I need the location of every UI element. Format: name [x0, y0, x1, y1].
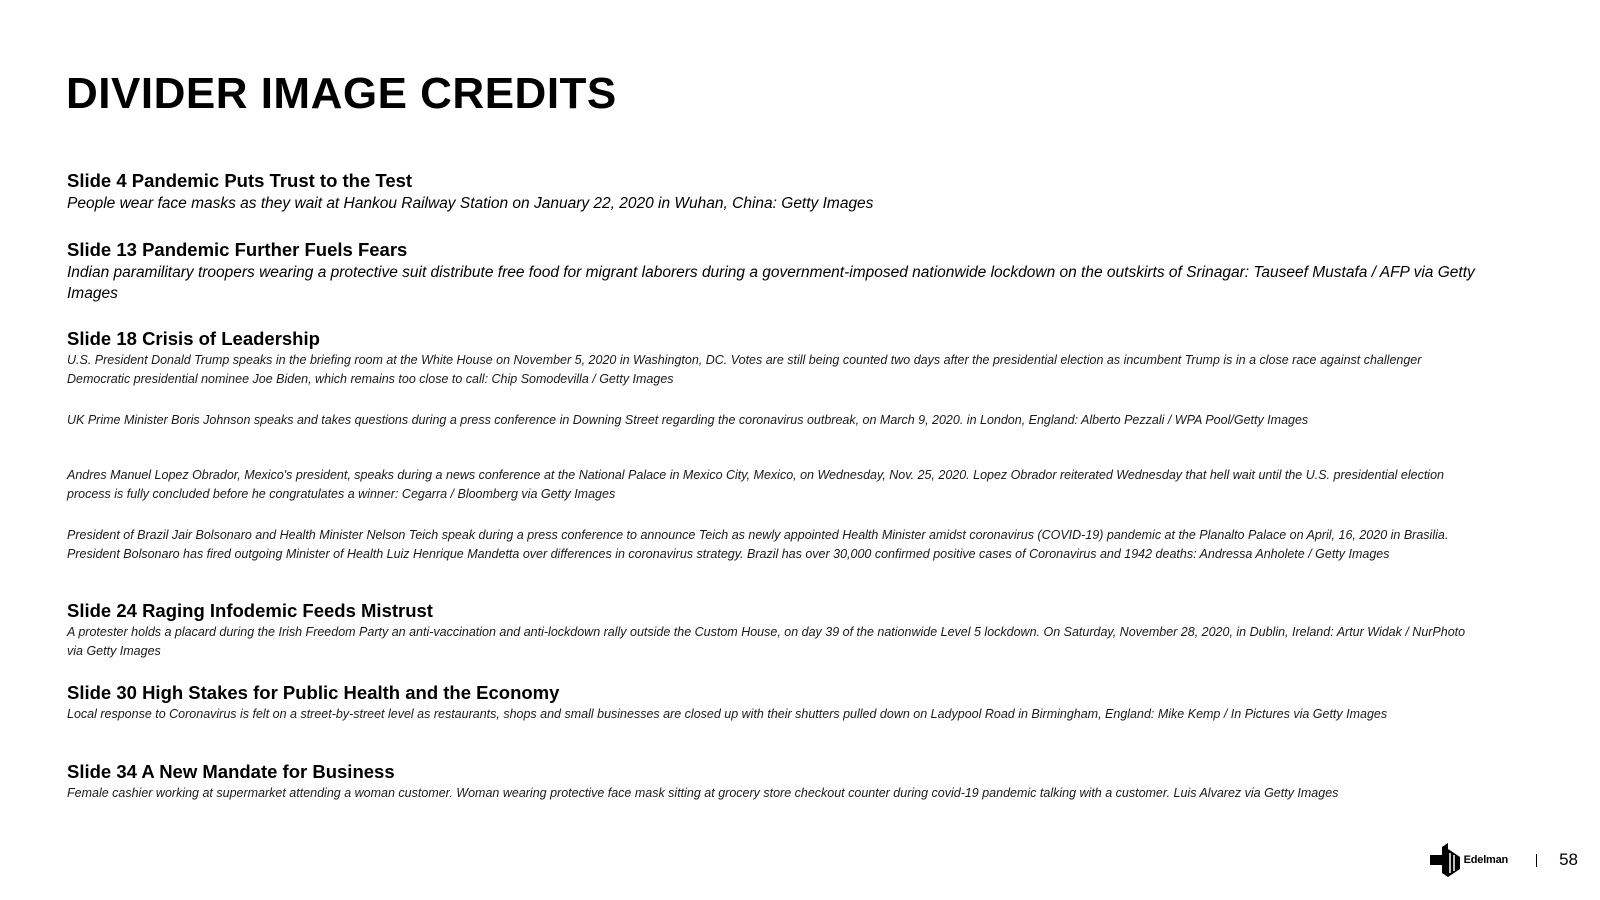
page-title: DIVIDER IMAGE CREDITS — [66, 69, 617, 118]
credit-section-slide-34 — [67, 761, 1477, 803]
section-heading: Slide 13 Pandemic Further Fuels Fears — [67, 239, 408, 260]
image-caption: U.S. President Donald Trump speaks in the briefing room at the White House on November 5, 2020 in Washington, DC. Votes are still being counted two days after the presidential election as incumbent Trump is in a close race against challenger Democratic presidential nominee Joe Biden, which remains too close to call: Chip Somodevilla / Getty Images — [67, 353, 1422, 386]
logo-wordmark: Edelman — [1463, 854, 1509, 866]
image-caption: Andres Manuel Lopez Obrador, Mexico's president, speaks during a news conference at the National Palace in Mexico City, Mexico, on Wednesday, Nov. 25, 2020. Lopez Obrador reiterated Wednesday that hell wait until the U.S. presidential election process is fully concluded before he congratulates a winner: Cegarra / Bloomberg via Getty Images — [67, 468, 1444, 501]
section-heading: Slide 4 Pandemic Puts Trust to the Test — [67, 170, 413, 191]
footer-divider — [1536, 854, 1537, 867]
footer — [1428, 842, 1578, 878]
edelman-logo — [1428, 843, 1508, 877]
credit-section-slide-18 — [67, 328, 1477, 389]
image-caption: A protester holds a placard during the Irish Freedom Party an anti-vaccination and anti-lockdown rally outside the Custom House, on day 39 of the nationwide Level 5 lockdown. On Saturday, November 28, 2020, in Dublin, Ireland: Artur Widak / NurPhoto via Getty Images — [67, 625, 1466, 658]
credit-section-slide-18-caption-3 — [67, 465, 1477, 504]
credit-section-slide-18-caption-4 — [67, 525, 1477, 564]
image-caption: Indian paramilitary troopers wearing a protective suit distribute free food for migrant laborers during a government-imposed nationwide lockdown on the outskirts of Srinagar: Tauseef Mustafa / AFP via Getty Images — [67, 264, 1475, 302]
credit-section-slide-13 — [67, 239, 1477, 304]
image-caption: President of Brazil Jair Bolsonaro and Health Minister Nelson Teich speak during a press conference to announce Teich as newly appointed Health Minister amidst coronavirus (COVID-19) pandemic at the Planalto Palace on April, 16, 2020 in Brasilia. President Bolsonaro has fired outgoing Minister of Health Luiz Henrique Mandetta over differences in coronavirus strategy. Brazil has over 30,000 confirmed positive cases of Coronavirus and 1942 deaths: Andressa Anholete / Getty Images — [67, 528, 1449, 561]
image-caption: Local response to Coronavirus is felt on a street-by-street level as restaurants, shops and small businesses are closed up with their shutters pulled down on Ladypool Road in Birmingham, England: Mike Kemp / In Pictures via Getty Images — [67, 707, 1388, 721]
section-heading: Slide 34 A New Mandate for Business — [67, 761, 395, 782]
image-caption: People wear face masks as they wait at Hankou Railway Station on January 22, 2020 in Wuhan, China: Getty Images — [67, 195, 874, 212]
section-heading: Slide 30 High Stakes for Public Health and the Economy — [67, 682, 560, 703]
section-heading: Slide 18 Crisis of Leadership — [67, 328, 320, 349]
credit-section-slide-18-caption-2 — [67, 410, 1477, 430]
image-caption: Female cashier working at supermarket attending a woman customer. Woman wearing protective face mask sitting at grocery store checkout counter during covid-19 pandemic talking with a customer. Luis Alvarez via Getty Images — [67, 786, 1339, 800]
section-heading: Slide 24 Raging Infodemic Feeds Mistrust — [67, 600, 433, 621]
credit-section-slide-4 — [67, 170, 1477, 214]
edelman-logo-icon — [1428, 843, 1468, 877]
page-number: 58 — [1559, 850, 1578, 869]
image-caption: UK Prime Minister Boris Johnson speaks and takes questions during a press conference in Downing Street regarding the coronavirus outbreak, on March 9, 2020. in London, England: Alberto Pezzali / WPA Pool/Getty Images — [67, 413, 1309, 427]
credit-section-slide-24 — [67, 600, 1477, 661]
credit-section-slide-30 — [67, 682, 1477, 724]
